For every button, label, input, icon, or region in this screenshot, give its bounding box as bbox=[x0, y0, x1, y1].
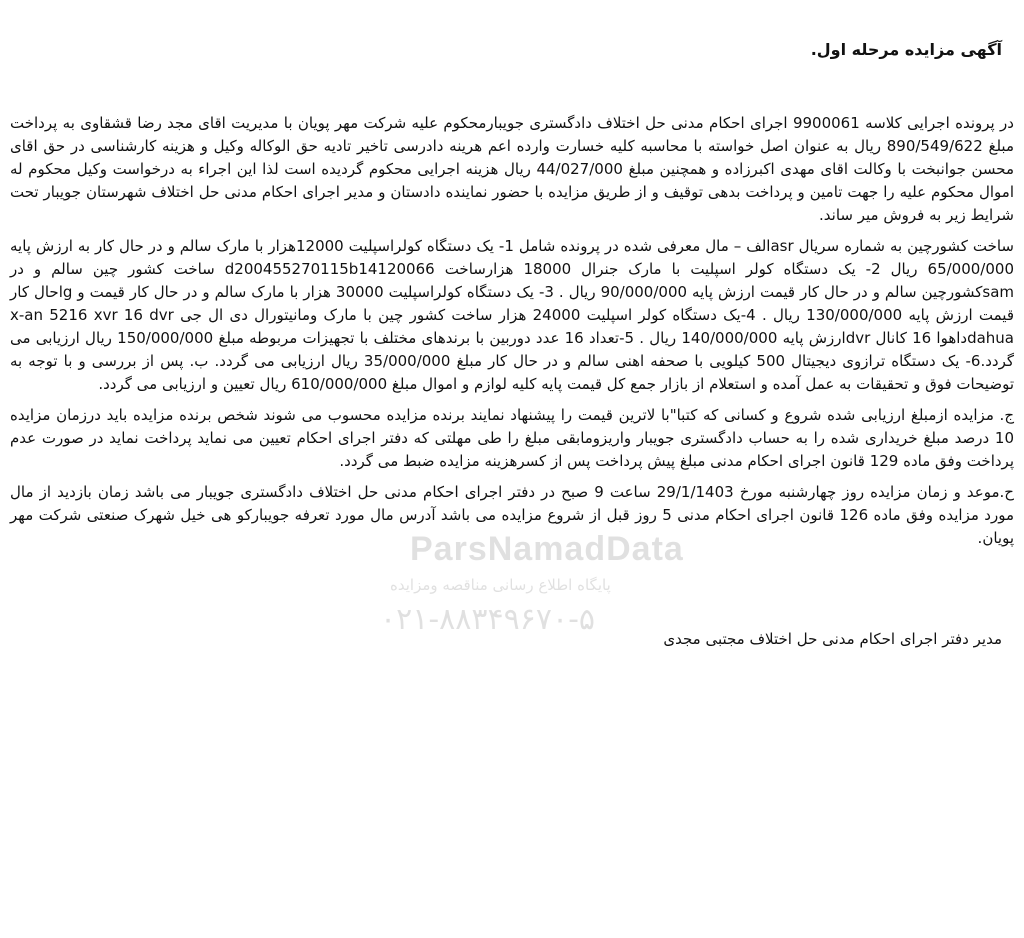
document-body bbox=[10, 112, 1014, 558]
paragraph-case-details: در پرونده اجرایی کلاسه 9900061 اجرای احکام مدنی حل اختلاف دادگستری جویبارمحکوم علیه شرکت مهر پویان با مدیریت اقای مجد رضا قشقاوی به پرداخت مبلغ 890/549/622 ریال به عنوان اصل خواسته با محاسبه کلیه خسارت وارده اعم هرینه دادرسی تاخیر تادیه حق الوکاله وکیل و هزینه کارشناسی در حق اقای محسن جوانبخت با وکالت اقای مهدی اکبرزاده و همچنین مبلغ 44/027/000 ریال هزینه اجرایی محکوم گردیده است لذا این اجراء به درخواست وکیل محکوم له اموال محکوم علیه را جهت تامین و پرداخت بدهی توقیف و از طریق مزایده با حضور نماینده دادستان و مدیر اجرای احکام مدنی حل اختلاف شهرستان جویبار تحت شرایط زیر به فروش میر ساند. bbox=[10, 114, 1015, 224]
document-title: آگهی مزایده مرحله اول. bbox=[810, 40, 1002, 59]
paragraph-items-list: ساخت کشورچین به شماره سریال asrالف – مال معرفی شده در پرونده شامل 1- یک دستگاه کولراسپلیت 12000هزار با مارک سالم و در حال کار به ارزش پایه 65/000/000 ریال 2- یک دستگاه کولر اسپلیت با مارک جنرال 18000 هزارساخت d200455270115b14120066 ساخت کشور چین سالم و در samکشورچین سالم و در حال کار قیمت ارزش پایه 90/000/000 ریال . 3- یک دستگاه کولراسپلیت 30000 هزار با مارک سالم و در حال کار قیمت و lgحال کار قیمت ارزش پایه 130/000/000 ریال . 4-یک دستگاه کولر اسپلیت 24000 هزار ساخت کشور چین با مارک ومانیتورال دی ال جی x-an 5216 xvr 16 dvr dahuaداهوا 16 کانال dvrارزش پایه 140/000/000 ریال . 5-تعداد 16 عدد دوربین با برندهای مختلف با تجهیزات مربوطه مبلغ 150/000/000 ریال ارزیابی می گردد.6- یک دستگاه ترازوی دیجیتال 500 کیلویی با صحفه اهنی سالم و در حال کار مبلغ 35/000/000 ریال ارزیابی می گردد. ب. پس از بررسی و با توجه به توضیحات فوق و تحقیقات به عمل آمده و استعلام از بازار جمع کل قیمت پایه کلیه لوازم و اموال مبلغ 610/000/000 ریال تعیین و ارزیابی می گردد. bbox=[10, 237, 1014, 393]
watermark-tagline: پایگاه اطلاع رسانی مناقصه ومزایده bbox=[390, 576, 611, 594]
paragraph-auction-conditions: ج. مزایده ازمبلغ ارزیابی شده شروع و کسانی که کتبا"با لاترین قیمت را پیشنهاد نمایند برنده مزایده محسوب می شوند شخص برنده مزایده باید درزمان مزایده 10 درصد مبلغ خریداری شده را به حساب دادگستری جویبار واریزومابقی مبلغ را طی مهلتی که دفتر اجرای احکام تعیین می نماید پرداخت نماید در صورت عدم پرداخت وفق ماده 129 قانون اجرای احکام مدنی مبلغ پیش پرداخت پس از کسرهزینه مزایده ضبط می گردد. bbox=[10, 406, 1014, 470]
signature-line: مدیر دفتر اجرای احکام مدنی حل اختلاف مجتبی مجدی bbox=[663, 630, 1002, 648]
watermark-brand: ParsNamadData bbox=[410, 530, 684, 568]
watermark-phone: ۰۲۱-۸۸۳۴۹۶۷۰-۵ bbox=[380, 602, 596, 637]
paragraph-auction-time: ح.موعد و زمان مزایده روز چهارشنبه مورخ 29/1/1403 ساعت 9 صبح در دفتر اجرای احکام مدنی حل اختلاف دادگستری جویبار می باشد زمان بازدید از مال مورد مزایده وفق ماده 126 قانون اجرای احکام مدنی 5 روز قبل از شروع مزایده می باشد آدرس مال مورد تعرفه جویبارکو هی خیل شهرک صنعتی شرکت مهر پویان. bbox=[10, 483, 1015, 547]
